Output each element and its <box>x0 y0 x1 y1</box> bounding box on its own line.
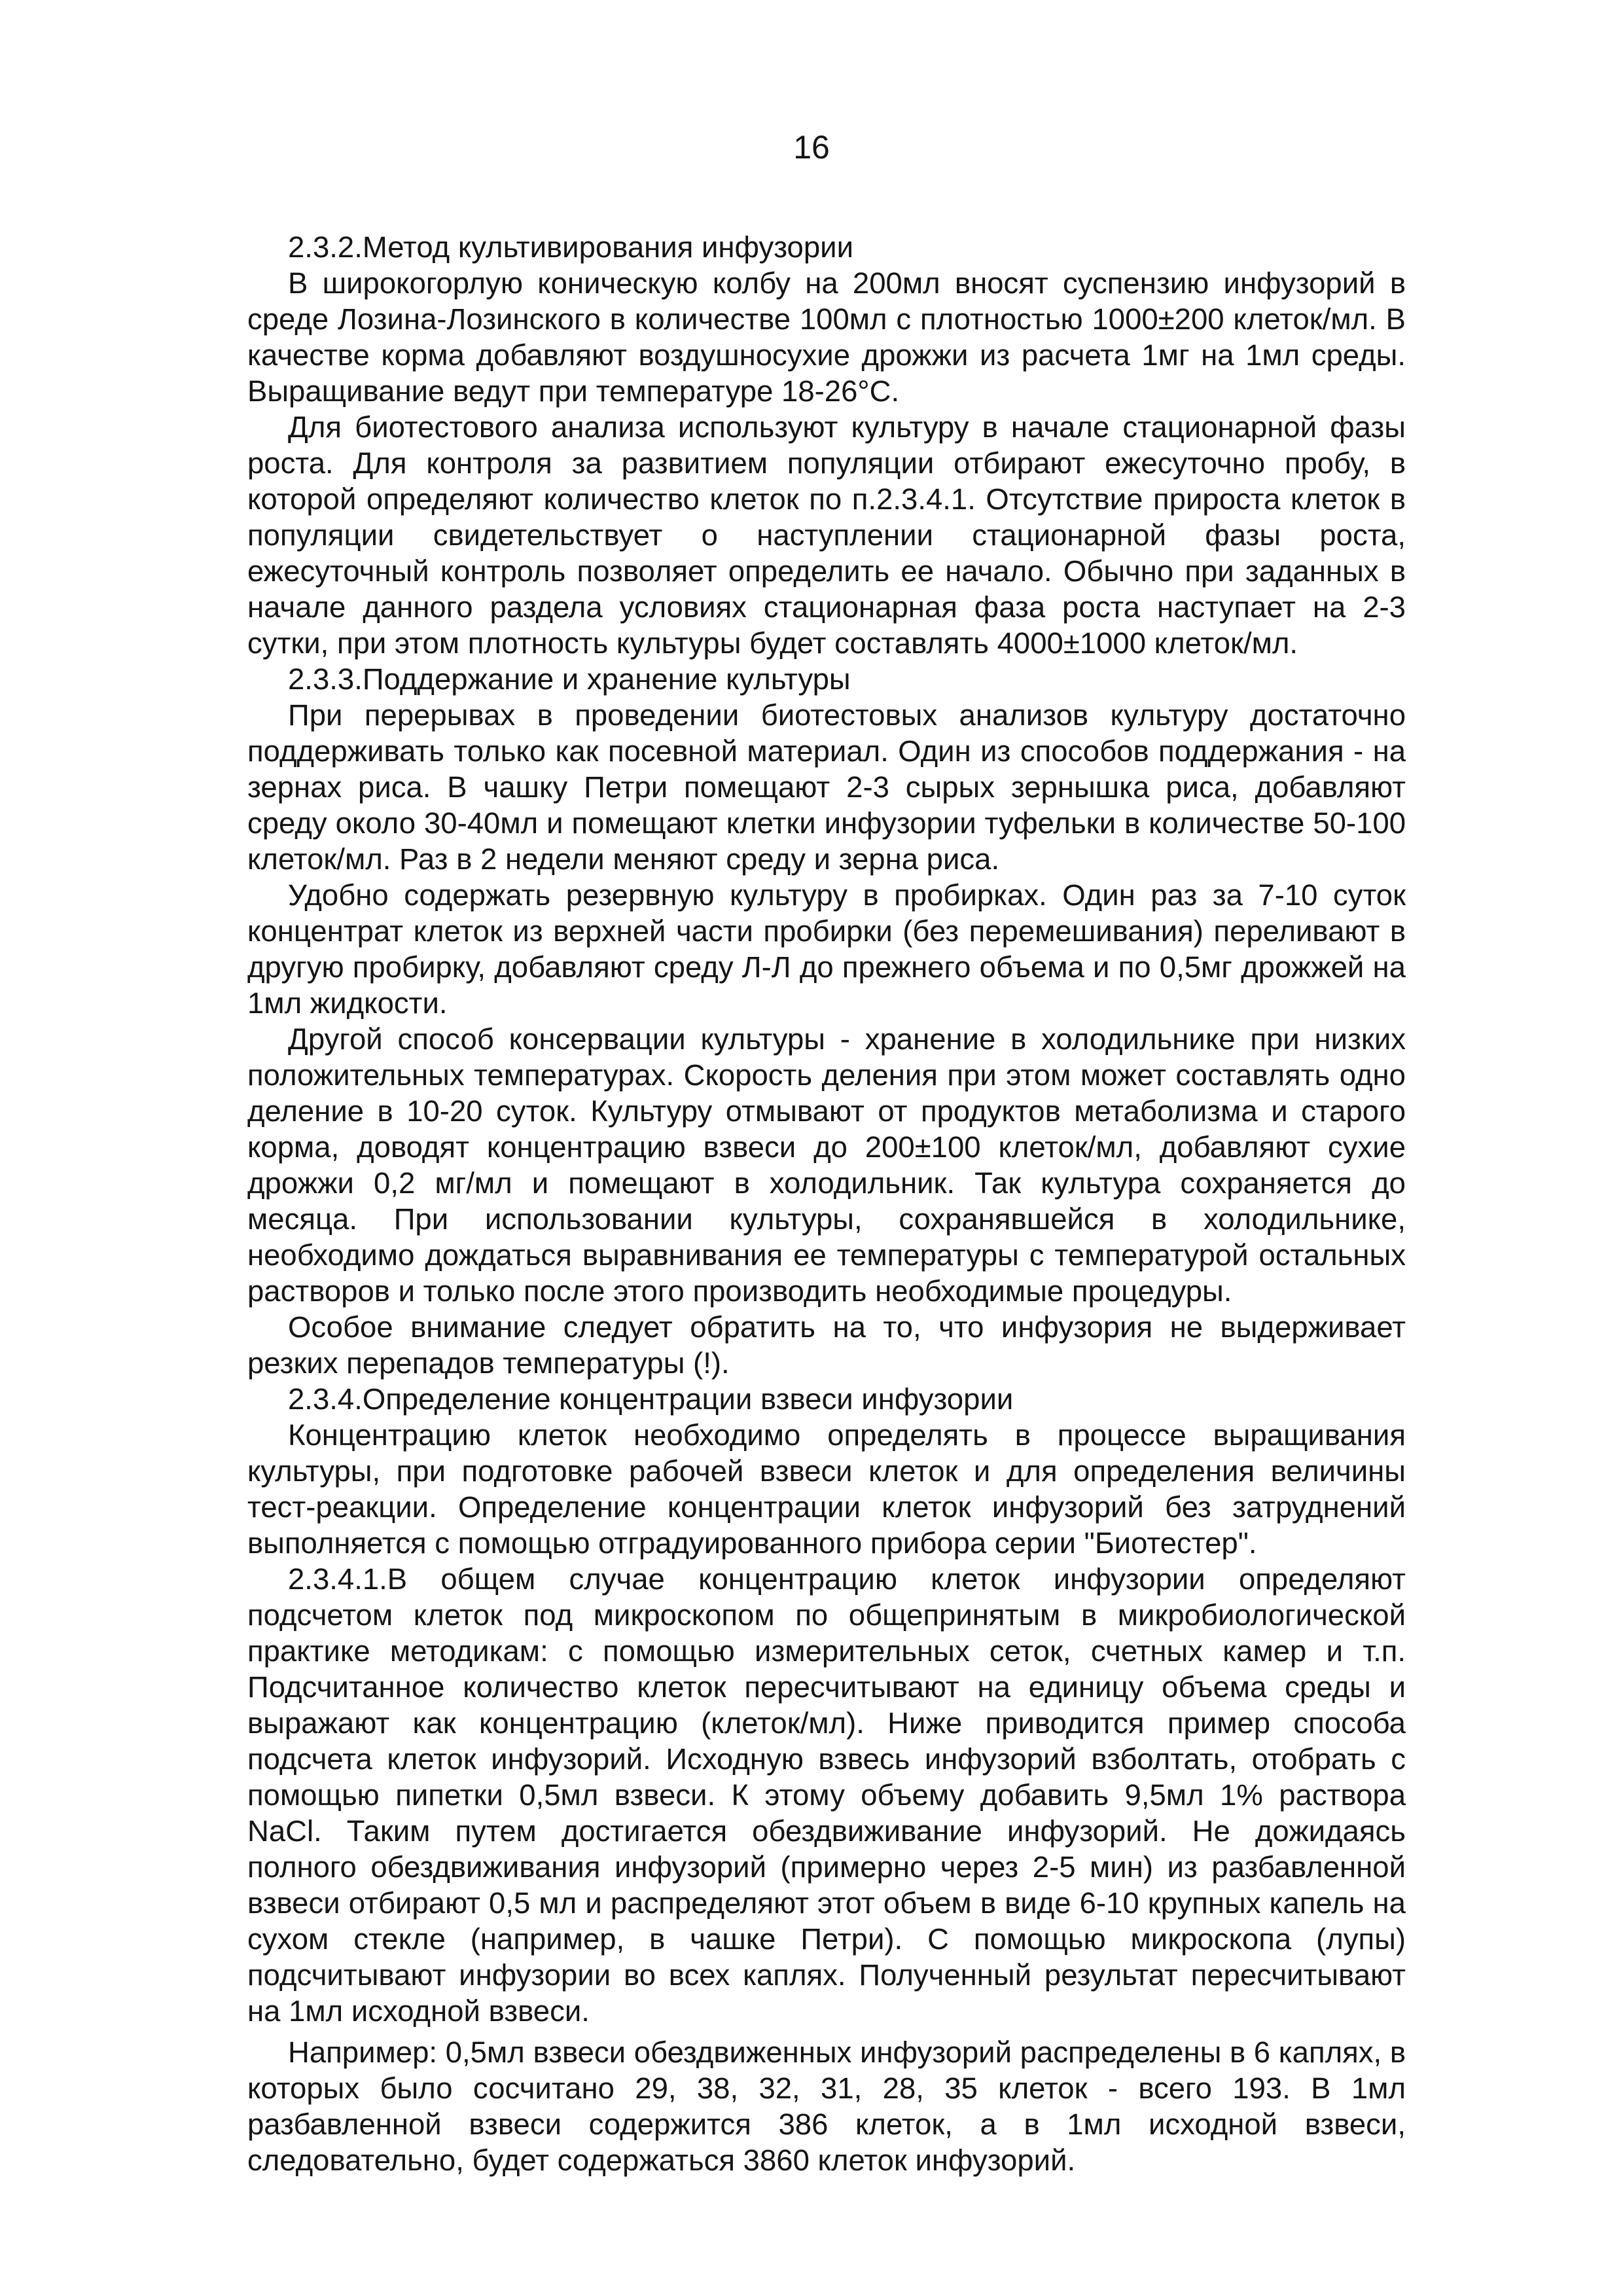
page-number: 16 <box>793 129 830 166</box>
example-paragraph: Например: 0,5мл взвеси обездвиженных инфузорий распределены в 6 каплях, в которых было сосчитано 29, 38, 32, 31, 28, 35 клеток - всего 193. В 1мл разбавленной взвеси содержится 386 клеток, а в 1мл исходной взвеси, следовательно, будет содержаться 3860 клеток инфузорий. <box>247 2036 1406 2177</box>
paragraph: Другой способ консервации культуры - хранение в холодильнике при низких положительных температурах. Скорость деления при этом может составлять одно деление в 10-20 суток. Культуру отмывают от продуктов метаболизма и старого корма, доводят концентрацию взвеси до 200±100 клеток/мл, добавляют сухие дрожжи 0,2 мг/мл и помещают в холодильник. Так культура сохраняется до месяца. При использовании культуры, сохранявшейся в холодильнике, необходимо дождаться выравнивания ее температуры с температурой остальных растворов и только после этого производить необходимые процедуры. <box>247 1022 1406 1308</box>
section-heading-2-3-3: 2.3.3.Поддержание и хранение культуры <box>288 662 851 696</box>
paragraph: Удобно содержать резервную культуру в пробирках. Один раз за 7-10 суток концентрат клеток из верхней части пробирки (без перемешивания) переливают в другую пробирку, добавляют среду Л-Л до прежнего объема и по 0,5мг дрожжей на 1мл жидкости. <box>247 878 1406 1020</box>
paragraph: При перерывах в проведении биотестовых анализов культуру достаточно поддерживать только как посевной материал. Один из способов поддержания - на зернах риса. В чашку Петри помещают 2-3 сырых зернышка риса, добавляют среду около 30-40мл и помещают клетки инфузории туфельки в количестве 50-100 клеток/мл. Раз в 2 недели меняют среду и зерна риса. <box>247 698 1406 876</box>
section-heading-2-3-2: 2.3.2.Метод культивирования инфузории <box>288 230 853 264</box>
paragraph: В широкогорлую коническую колбу на 200мл вносят суспензию инфузорий в среде Лозина-Лозинского в количестве 100мл с плотностью 1000±200 клеток/мл. В качестве корма добавляют воздушносухие дрожжи из расчета 1мг на 1мл среды. Выращивание ведут при температуре 18-26°С. <box>247 266 1406 408</box>
body-text <box>247 229 1406 2178</box>
paragraph: Концентрацию клеток необходимо определять в процессе выращивания культуры, при подготовке рабочей взвеси клеток и для определения величины тест-реакции. Определение концентрации клеток инфузорий без затруднений выполняется с помощью отградуированного прибора серии "Биотестер". <box>247 1418 1406 1560</box>
section-heading-2-3-4: 2.3.4.Определение концентрации взвеси инфузории <box>288 1382 1014 1416</box>
paragraph: Для биотестового анализа используют культуру в начале стационарной фазы роста. Для контроля за развитием популяции отбирают ежесуточно пробу, в которой определяют количество клеток по п.2.3.4.1. Отсутствие прироста клеток в популяции свидетельствует о наступлении стационарной фазы роста, ежесуточный контроль позволяет определить ее начало. Обычно при заданных в начале данного раздела условиях стационарная фаза роста наступает на 2-3 сутки, при этом плотность культуры будет составлять 4000±1000 клеток/мл. <box>247 410 1406 660</box>
paragraph: 2.3.4.1.В общем случае концентрацию клеток инфузории определяют подсчетом клеток под микроскопом по общепринятым в микробиологической практике методикам: с помощью измерительных сеток, счетных камер и т.п. Подсчитанное количество клеток пересчитывают на единицу объема среды и выражают как концентрацию (клеток/мл). Ниже приводится пример способа подсчета клеток инфузорий. Исходную взвесь инфузорий взболтать, отобрать с помощью пипетки 0,5мл взвеси. К этому объему добавить 9,5мл 1% раствора NaCl. Таким путем достигается обездвиживание инфузорий. Не дожидаясь полного обездвиживания инфузорий (примерно через 2-5 мин) из разбавленной взвеси отбирают 0,5 мл и распределяют этот объем в виде 6-10 крупных капель на сухом стекле (например, в чашке Петри). С помощью микроскопа (лупы) подсчитывают инфузории во всех каплях. Полученный результат пересчитывают на 1мл исходной взвеси. <box>247 1562 1406 2028</box>
paragraph: Особое внимание следует обратить на то, что инфузория не выдерживает резких перепадов температуры (!). <box>247 1310 1406 1380</box>
